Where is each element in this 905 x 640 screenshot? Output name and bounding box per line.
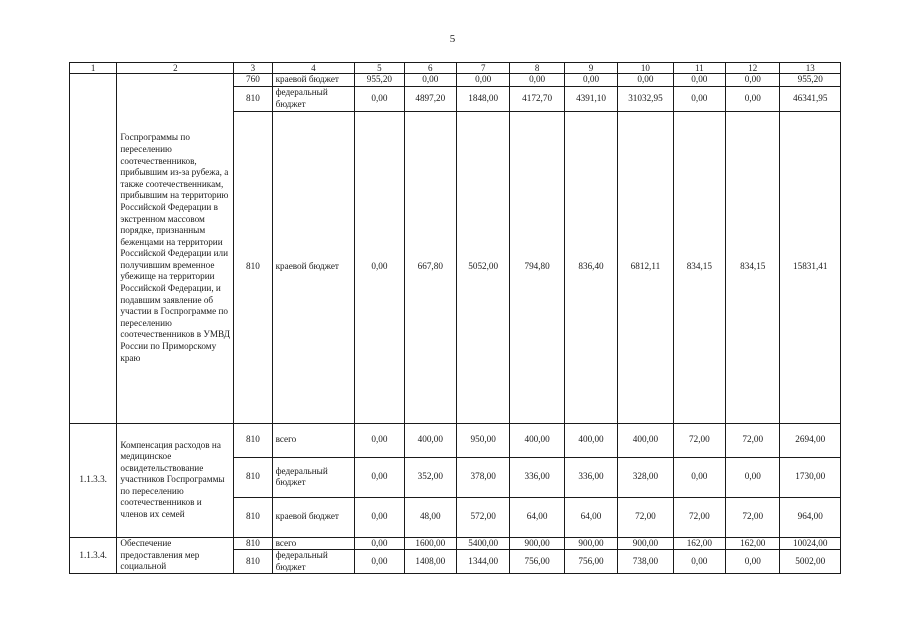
value-cell: 0,00 <box>404 74 456 87</box>
value-cell: 572,00 <box>456 497 509 537</box>
header-cell: 3 <box>234 63 272 74</box>
code-cell: 810 <box>234 457 272 497</box>
value-cell: 900,00 <box>510 537 564 550</box>
table-row <box>70 423 841 457</box>
item-name-cell: Компенсация расходов на медицинское освидетельствование участников Госпрограммы по переселению соотечественников и членов их семей <box>117 423 234 537</box>
item-name-cell: Госпрограммы по переселению соотечественников, прибывшим из-за рубежа, а также соотечественникам, прибывшим на территорию Российской Федерации в экстренном массовом порядке, признанным беженцами на территории Российской Федерации или получившим временное убежище на территории Российской Федерации, и подавшим заявление об участии в Госпрограмме по переселению соотечественников в УМВД России по Приморскому краю <box>117 74 234 424</box>
value-cell: 400,00 <box>510 423 564 457</box>
item-name-cell: Обеспечение предоставления мер социальной <box>117 537 234 574</box>
code-cell: 810 <box>234 537 272 550</box>
value-cell: 4391,10 <box>564 86 617 111</box>
value-cell: 0,00 <box>355 550 404 574</box>
value-cell: 31032,95 <box>618 86 673 111</box>
value-cell: 955,20 <box>355 74 404 87</box>
value-cell: 0,00 <box>355 537 404 550</box>
code-cell: 810 <box>234 550 272 574</box>
code-cell: 810 <box>234 111 272 423</box>
value-cell: 794,80 <box>510 111 564 423</box>
value-cell: 1408,00 <box>404 550 456 574</box>
value-cell: 0,00 <box>355 86 404 111</box>
source-cell: всего <box>272 537 355 550</box>
value-cell: 1600,00 <box>404 537 456 550</box>
value-cell: 900,00 <box>618 537 673 550</box>
value-cell: 0,00 <box>726 74 780 87</box>
value-cell: 0,00 <box>564 74 617 87</box>
value-cell: 756,00 <box>564 550 617 574</box>
value-cell: 64,00 <box>564 497 617 537</box>
value-cell: 72,00 <box>726 497 780 537</box>
value-cell: 0,00 <box>726 457 780 497</box>
value-cell: 6812,11 <box>618 111 673 423</box>
value-cell: 64,00 <box>510 497 564 537</box>
value-cell: 950,00 <box>456 423 509 457</box>
value-cell: 2694,00 <box>780 423 841 457</box>
value-cell: 72,00 <box>673 423 725 457</box>
value-cell: 15831,41 <box>780 111 841 423</box>
value-cell: 0,00 <box>726 550 780 574</box>
value-cell: 5400,00 <box>456 537 509 550</box>
value-cell: 667,80 <box>404 111 456 423</box>
value-cell: 900,00 <box>564 537 617 550</box>
header-cell: 5 <box>355 63 404 74</box>
value-cell: 1848,00 <box>456 86 509 111</box>
value-cell: 0,00 <box>726 86 780 111</box>
item-number-cell <box>70 74 117 424</box>
code-cell: 810 <box>234 86 272 111</box>
value-cell: 955,20 <box>780 74 841 87</box>
source-cell: федеральный бюджет <box>272 457 355 497</box>
header-row <box>70 63 841 74</box>
header-cell: 12 <box>726 63 780 74</box>
value-cell: 4172,70 <box>510 86 564 111</box>
header-cell: 7 <box>456 63 509 74</box>
header-cell: 4 <box>272 63 355 74</box>
value-cell: 0,00 <box>355 497 404 537</box>
value-cell: 834,15 <box>726 111 780 423</box>
value-cell: 0,00 <box>673 74 725 87</box>
code-cell: 810 <box>234 423 272 457</box>
value-cell: 0,00 <box>355 111 404 423</box>
value-cell: 0,00 <box>673 457 725 497</box>
value-cell: 48,00 <box>404 497 456 537</box>
value-cell: 336,00 <box>510 457 564 497</box>
value-cell: 0,00 <box>673 86 725 111</box>
value-cell: 756,00 <box>510 550 564 574</box>
header-cell: 8 <box>510 63 564 74</box>
value-cell: 5002,00 <box>780 550 841 574</box>
value-cell: 0,00 <box>618 74 673 87</box>
table-row <box>70 74 841 87</box>
value-cell: 738,00 <box>618 550 673 574</box>
value-cell: 162,00 <box>726 537 780 550</box>
value-cell: 4897,20 <box>404 86 456 111</box>
value-cell: 1344,00 <box>456 550 509 574</box>
value-cell: 72,00 <box>618 497 673 537</box>
value-cell: 964,00 <box>780 497 841 537</box>
value-cell: 0,00 <box>673 550 725 574</box>
value-cell: 0,00 <box>510 74 564 87</box>
source-cell: краевой бюджет <box>272 111 355 423</box>
header-cell: 2 <box>117 63 234 74</box>
value-cell: 834,15 <box>673 111 725 423</box>
value-cell: 162,00 <box>673 537 725 550</box>
header-cell: 10 <box>618 63 673 74</box>
value-cell: 72,00 <box>673 497 725 537</box>
value-cell: 400,00 <box>404 423 456 457</box>
source-cell: краевой бюджет <box>272 497 355 537</box>
value-cell: 0,00 <box>456 74 509 87</box>
page-number: 5 <box>449 33 456 45</box>
value-cell: 1730,00 <box>780 457 841 497</box>
value-cell: 336,00 <box>564 457 617 497</box>
code-cell: 810 <box>234 497 272 537</box>
header-cell: 9 <box>564 63 617 74</box>
header-cell: 1 <box>70 63 117 74</box>
item-number-cell: 1.1.3.4. <box>70 537 117 574</box>
value-cell: 400,00 <box>618 423 673 457</box>
value-cell: 5052,00 <box>456 111 509 423</box>
value-cell: 0,00 <box>355 457 404 497</box>
header-cell: 13 <box>780 63 841 74</box>
source-cell: федеральный бюджет <box>272 550 355 574</box>
value-cell: 10024,00 <box>780 537 841 550</box>
source-cell: всего <box>272 423 355 457</box>
source-cell: федеральный бюджет <box>272 86 355 111</box>
item-number-cell: 1.1.3.3. <box>70 423 117 537</box>
source-cell: краевой бюджет <box>272 74 355 87</box>
budget-table <box>69 62 841 574</box>
code-cell: 760 <box>234 74 272 87</box>
value-cell: 328,00 <box>618 457 673 497</box>
header-cell: 6 <box>404 63 456 74</box>
value-cell: 400,00 <box>564 423 617 457</box>
table-row <box>70 537 841 550</box>
value-cell: 46341,95 <box>780 86 841 111</box>
value-cell: 836,40 <box>564 111 617 423</box>
value-cell: 352,00 <box>404 457 456 497</box>
value-cell: 0,00 <box>355 423 404 457</box>
header-cell: 11 <box>673 63 725 74</box>
value-cell: 378,00 <box>456 457 509 497</box>
value-cell: 72,00 <box>726 423 780 457</box>
